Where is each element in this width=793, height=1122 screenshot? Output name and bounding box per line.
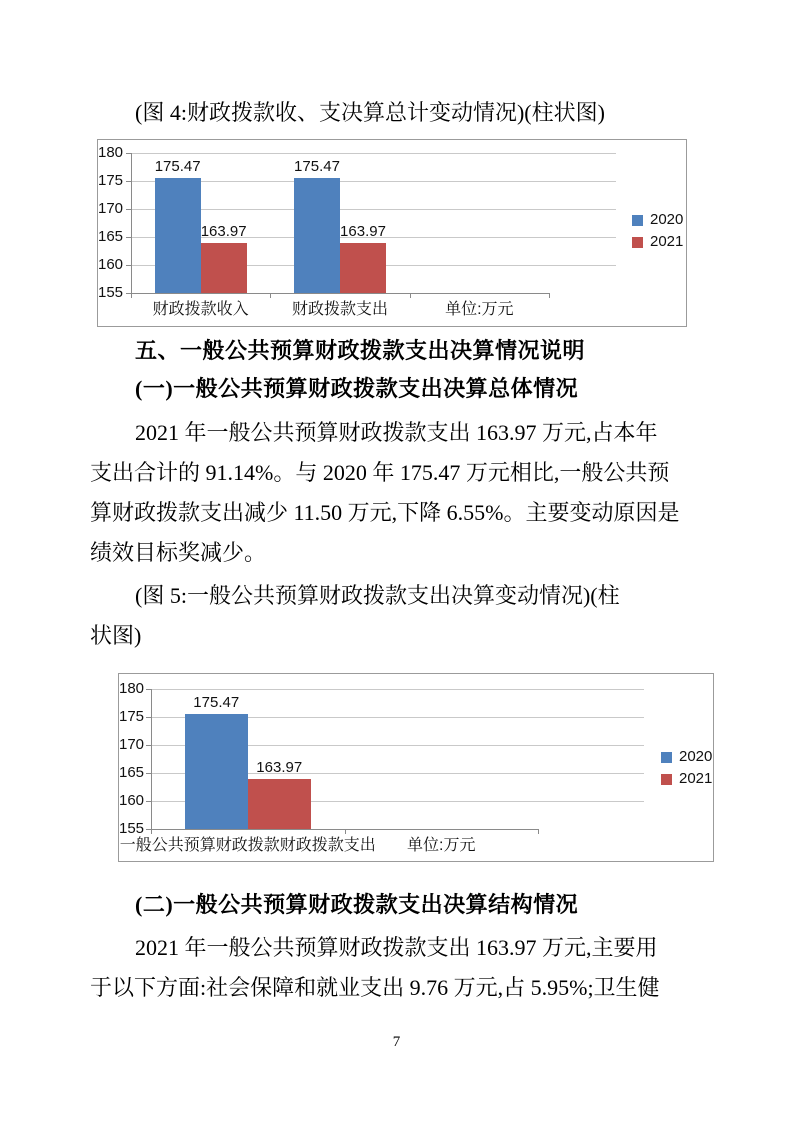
y-axis-line <box>131 153 132 293</box>
x-axis-tick <box>270 293 271 298</box>
figure4-chart <box>97 139 687 327</box>
legend-label: 2020 <box>650 211 684 228</box>
y-axis-tick-label: 180 <box>119 680 145 697</box>
x-axis-tick <box>549 293 550 298</box>
unit-label: 单位:万元 <box>407 837 476 854</box>
bar-value-label: 163.97 <box>256 758 303 776</box>
paragraph-1 <box>90 413 758 573</box>
x-axis-tick <box>131 293 132 298</box>
figure5-caption <box>90 576 758 656</box>
bar-value-label: 175.47 <box>294 158 340 176</box>
legend-item <box>661 749 712 765</box>
subsection2-heading: (二)一般公共预算财政拨款支出决算结构情况 <box>135 892 579 917</box>
x-axis-tick <box>538 829 539 834</box>
y-axis-tick-label: 170 <box>119 736 145 753</box>
bar-2021 <box>340 243 386 293</box>
text-line: 算财政拨款支出减少 11.50 万元,下降 6.55%。主要变动原因是 <box>90 500 680 525</box>
paragraph-2 <box>90 928 758 1008</box>
bar-value-label: 163.97 <box>200 222 247 240</box>
bar-value-label: 175.47 <box>154 158 201 176</box>
x-axis-tick <box>410 293 411 298</box>
category-label: 财政拨款支出 <box>291 301 389 318</box>
y-axis-tick-label: 155 <box>98 284 124 301</box>
y-axis-tick-label: 155 <box>119 820 145 837</box>
legend-swatch-2021 <box>661 774 672 785</box>
figure5-chart <box>118 673 714 862</box>
legend-item <box>632 234 683 250</box>
bar-2021 <box>248 779 311 829</box>
section5-heading: 五、一般公共预算财政拨款支出决算情况说明 <box>135 338 586 363</box>
text-line: 于以下方面:社会保障和就业支出 9.76 万元,占 5.95%;卫生健 <box>90 975 660 1000</box>
text-line: 绩效目标奖减少。 <box>90 540 267 565</box>
bar-2020 <box>155 178 201 293</box>
bar-2020 <box>294 178 340 293</box>
gridline <box>131 209 616 210</box>
subsection1-heading: (一)一般公共预算财政拨款支出决算总体情况 <box>135 376 579 401</box>
y-axis-tick-label: 175 <box>119 708 145 725</box>
x-axis-tick <box>151 829 152 834</box>
y-axis-tick-label: 175 <box>98 172 124 189</box>
legend-label: 2020 <box>679 748 713 765</box>
unit-label: 单位:万元 <box>445 301 514 318</box>
legend-item <box>632 212 683 228</box>
text-line: 2021 年一般公共预算财政拨款支出 163.97 万元,占本年 <box>135 420 658 445</box>
y-axis-tick-label: 180 <box>98 144 124 161</box>
category-label: 财政拨款收入 <box>152 301 249 318</box>
bar-value-label: 163.97 <box>340 222 386 240</box>
y-axis-tick-label: 165 <box>98 228 124 245</box>
category-label: 一般公共预算财政拨款财政拨款支出 <box>119 837 376 854</box>
y-axis-tick-label: 160 <box>119 792 145 809</box>
legend-swatch-2020 <box>661 752 672 763</box>
y-axis-line <box>151 689 152 829</box>
text-line: 状图) <box>90 623 142 648</box>
x-axis-line <box>131 293 550 294</box>
text-line: 支出合计的 91.14%。与 2020 年 175.47 万元相比,一般公共预 <box>90 460 670 485</box>
figure4-caption: (图 4:财政拨款收、支决算总计变动情况)(柱状图) <box>135 100 605 125</box>
bar-value-label: 175.47 <box>193 694 240 712</box>
y-axis-tick-label: 160 <box>98 256 124 273</box>
legend-label: 2021 <box>650 233 684 250</box>
gridline <box>131 181 616 182</box>
x-axis-tick <box>345 829 346 834</box>
legend-item <box>661 771 712 787</box>
bar-2020 <box>185 714 248 829</box>
legend-swatch-2020 <box>632 215 643 226</box>
y-axis-tick-label: 165 <box>119 764 145 781</box>
y-axis-tick-label: 170 <box>98 200 124 217</box>
gridline <box>131 153 616 154</box>
page-number: 7 <box>392 1034 401 1050</box>
legend-swatch-2021 <box>632 237 643 248</box>
text-line: (图 5:一般公共预算财政拨款支出决算变动情况)(柱 <box>135 583 620 608</box>
legend-label: 2021 <box>679 770 713 787</box>
text-line: 2021 年一般公共预算财政拨款支出 163.97 万元,主要用 <box>135 935 658 960</box>
bar-2021 <box>201 243 247 293</box>
gridline <box>151 689 644 690</box>
